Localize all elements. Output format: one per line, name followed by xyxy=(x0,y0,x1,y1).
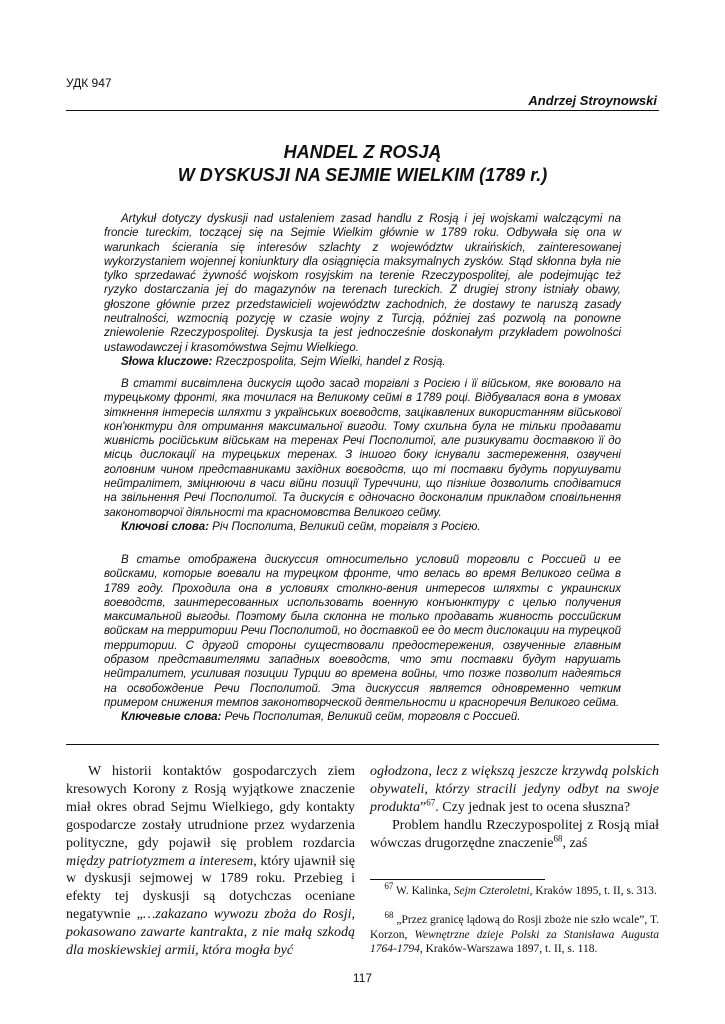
udk-code: УДК 947 xyxy=(66,76,112,90)
keywords-values: Річ Посполита, Великий сейм, торгівля з Росією. xyxy=(212,520,481,533)
keywords-polish xyxy=(104,355,621,369)
keywords-ukrainian xyxy=(104,520,621,534)
abstract-ukrainian xyxy=(104,377,621,534)
quote-text: ogłodzona, lecz z większą jeszcze krzywdą polskich obywateli, którzy stracili jedyny odbyt na swoje produkta xyxy=(370,764,659,815)
page-number: 117 xyxy=(352,971,373,985)
body-text: W historii kontaktów gospodarczych ziem kresowych Korony z Rosją wyjątkowe znaczenie miał okres obrad Sejmu Wielkiego, gdy kontakty gospodarcze zostały utrudnione przez wydarzenia polityczne, gdy pojawił się problem rozdarcia xyxy=(66,764,355,851)
body-text: , który ujawnił się w dyskusji sejmowej w 1789 roku. Przebieg i efekty tej dyskusji są dotychczas oceniane negatywnie „ xyxy=(66,853,355,923)
abstract-divider xyxy=(66,744,659,745)
abstract-russian-text: В статье отображена дискуссия относительно условий торговли с Россией и ее войсками, которые воевали на турецком фронте, что велась во время Великого сейма в 1789 году. Проходила она в условиях столкно-вения интересов шляхты с украинских воеводств, заинтересованных использовать военную конъюнктуру с целью получения максимальной выгоды. Поэтому была склонна не только продавать живность российским войскам на территории Речи Посполитой, но доставкой ее до мест дислокации на турецкой территории. С другой стороны существовали предостережения, озвученные главным образом представителями западных воеводств, что эти поставки будут нарушать нейтралитет, усиливая позиции Турции во времена войны, что позже позволит надеяться на освобождение Речи Посполитой. Эта дискуссия является одновременно четким примером снижения темпов законотворческой деятельности и красноречия Великого сейма. xyxy=(104,554,621,709)
body-text: Problem handlu Rzeczypospolitej z Rosją miał wówczas drugorzędne znaczenie xyxy=(370,817,659,851)
footnote-67 xyxy=(370,881,659,899)
footnote-number: 67 xyxy=(384,881,394,892)
abstract-polish-text: Artykuł dotyczy dyskusji nad ustaleniem zasad handlu z Rosją i jej wojskami walczącymi na froncie tureckim, toczącej się na Sejmie Wielkim głównie w 1789 roku. Odbywała się ona w warunkach ścierania się interesów szlachty z województw ukraińskich, zainteresowanej wykorzystaniem wojennej koniunktury dla osiągnięcia maksymalnych zysków. Stąd skłonna była nie tylko sprzedawać żywność wojskom rosyjskim na terenie Rzeczypospolitej, ale podejmując też ryzyko dostarczania jej do magazynów na terenach tureckich. Z drugiej strony istniały obawy, głoszone głównie przez przedstawicieli województw zachodnich, że dostawy te naruszą zasady neutralności, wzmocnią pozycję w czasie wojny z Turcją, później zaś pozwolą na ponowne zniewolenie Rzeczypospolitej. Dyskusja ta jest jednocześnie doskonałym przykładem powolności ustawodawczej i krasomówstwa Sejmu Wielkiego. xyxy=(104,213,621,354)
keywords-label: Ключевые слова: xyxy=(121,711,222,724)
keywords-values: Rzeczpospolita, Sejm Wielki, handel z Rosją. xyxy=(215,355,446,368)
quote-text: …zakazano wywozu zboża do Rosji, pokasowano zawarte kantrakta, z nie małą szkodą dla moskiewskiej armii, która mogła być xyxy=(66,907,355,959)
keywords-label: Słowa kluczowe: xyxy=(121,355,213,368)
footnote-text: , Kraków 1895, t. II, s. 313. xyxy=(529,885,657,897)
keywords-russian xyxy=(104,710,621,724)
footnote-title: Wewnętrzne dzieje Polski za Stanisława Augusta 1764-1794 xyxy=(370,928,659,955)
footnote-68 xyxy=(370,910,659,957)
footnote-text: „Przez granicę lądową do Rosji zboże nie szło wcale”, T. Korzon, xyxy=(370,914,659,941)
keywords-label: Ключові слова: xyxy=(121,520,209,533)
body-text: . Czy jednak jest to ocena słuszna? xyxy=(435,799,631,815)
abstract-russian xyxy=(104,553,621,725)
abstract-ukrainian-text: В статті висвітлена дискусія щодо засад торгівлі з Росією і її військом, яке воювало на турецькому фронті, яка точилася на Великому сеймі в 1789 році. Відбувалася вона в умовах зіткнення інтересів шляхти з українських воєводств, зацікавлених використанням військової кон'юнктури для отримання максимальної вигоди. Тому схильна була не тільки продавати живність російським військам на теренах Речі Посполитої, але ризикувати доставкою її до місць дислокації на турецьких теренах. З іншого боку існували застереження, озвучені головним чином представниками західних воєводств, що ті поставки будуть порушувати нейтралітет, зміцнюючи в часи війни позиції Туреччини, що пізніше дозволить сподіватися на звільнення Речі Посполитої. Та дискусія є одночасно досконалим прикладом сповільнення законотворчої діяльності та красномовства Великого сейму. xyxy=(104,378,621,519)
footnote-divider xyxy=(370,879,545,880)
abstract-polish xyxy=(104,212,621,369)
body-column-right xyxy=(370,763,659,853)
author-name: Andrzej Stroynowski xyxy=(528,93,657,108)
footnote-ref-68[interactable]: 68 xyxy=(553,832,563,843)
body-paragraph xyxy=(370,817,659,853)
footnote-ref-67[interactable]: 67 xyxy=(426,797,436,808)
title-line-1: HANDEL Z ROSJĄ xyxy=(283,142,442,162)
header-divider xyxy=(66,110,659,111)
footnote-text: W. Kalinka, xyxy=(393,885,454,897)
footnote-title: Sejm Czteroletni xyxy=(453,885,530,897)
body-emphasis: między patriotyzmem a interesem xyxy=(66,853,254,869)
quote-mark: ” xyxy=(420,799,427,815)
footnote-text: , Kraków-Warszawa 1897, t. II, s. 118. xyxy=(419,943,598,955)
body-text: , zaś xyxy=(562,835,588,851)
body-paragraph xyxy=(370,763,659,817)
body-paragraph xyxy=(66,763,355,960)
keywords-values: Речь Посполитая, Великий сейм, торговля с Россией. xyxy=(224,711,521,724)
article-title xyxy=(66,141,659,187)
body-column-left xyxy=(66,763,355,960)
footnote-number: 68 xyxy=(384,910,394,921)
title-line-2: W DYSKUSJI NA SEJMIE WIELKIM (1789 r.) xyxy=(177,165,548,185)
